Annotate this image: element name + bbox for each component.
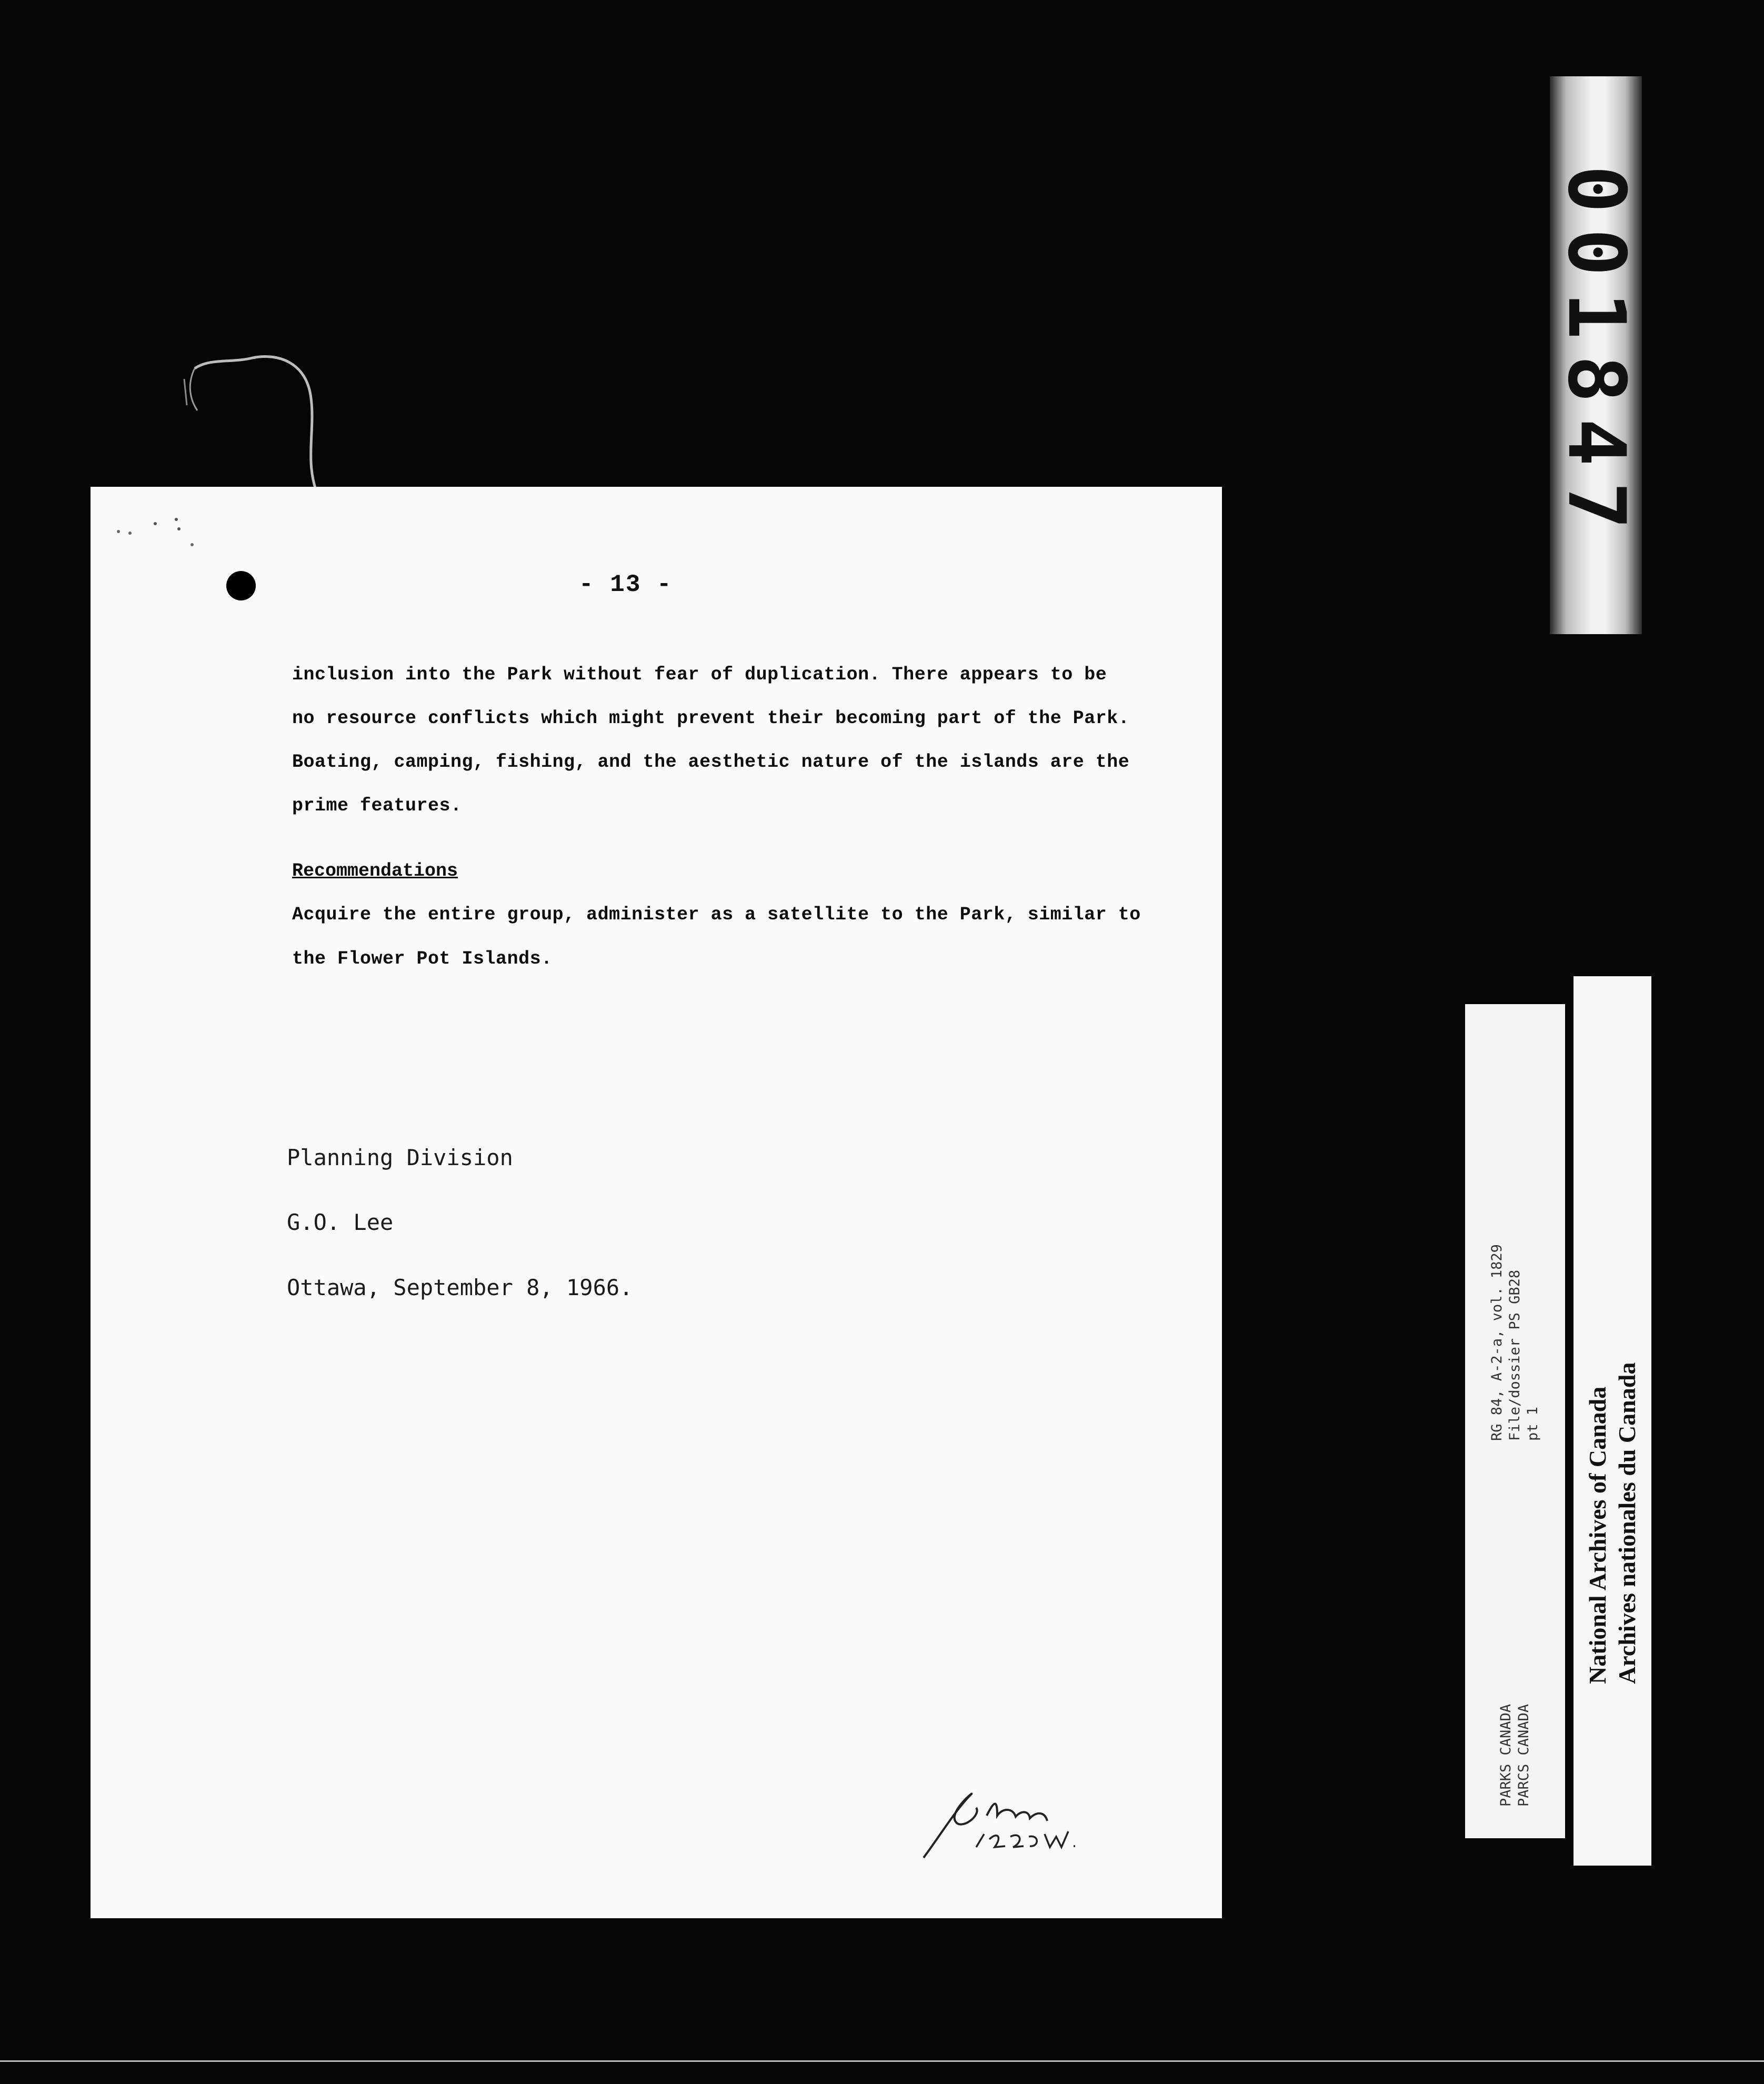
agency-line: PARCS CANADA	[1516, 1704, 1532, 1807]
author-name: G.O. Lee	[287, 1209, 394, 1235]
archives-line-fr: Archives nationales du Canada	[1613, 1362, 1640, 1684]
document-page	[91, 487, 1222, 1918]
paragraph-line: inclusion into the Park without fear of duplication. There appears to be	[292, 664, 1107, 685]
agency-line: PARKS CANADA	[1498, 1704, 1514, 1807]
paragraph-line: prime features.	[292, 795, 462, 816]
recommendations-heading: Recommendations	[292, 860, 458, 881]
recommendation-line: the Flower Pot Islands.	[292, 948, 553, 969]
archives-line-en: National Archives of Canada	[1584, 1386, 1611, 1684]
stray-marks	[113, 513, 218, 555]
archives-text	[1583, 1158, 1642, 1684]
film-edge-line	[0, 2060, 1764, 2062]
page-number: - 13 -	[579, 571, 673, 598]
handwritten-signature	[918, 1779, 1108, 1868]
planning-division: Planning Division	[287, 1145, 513, 1170]
reference-line: RG 84, A-2-a, vol. 1829	[1489, 1244, 1505, 1441]
paragraph-line: no resource conflicts which might prevent their becoming part of the Park.	[292, 708, 1130, 729]
recommendation-line: Acquire the entire group, administer as a satellite to the Park, similar to	[292, 904, 1141, 925]
frame-number-strip	[1550, 76, 1642, 634]
frame-number: 001847	[1550, 165, 1642, 545]
reference-text	[1488, 1109, 1542, 1441]
place-date: Ottawa, September 8, 1966.	[287, 1275, 633, 1300]
agency-text	[1497, 1675, 1533, 1807]
reference-line: pt 1	[1525, 1406, 1541, 1441]
archives-label	[1573, 976, 1651, 1866]
punch-hole	[226, 571, 256, 600]
reference-line: File/dossier PS GB28	[1507, 1269, 1523, 1441]
reference-label	[1465, 1004, 1565, 1838]
binding-thread	[174, 347, 342, 495]
paragraph-line: Boating, camping, fishing, and the aesthetic nature of the islands are the	[292, 752, 1130, 773]
